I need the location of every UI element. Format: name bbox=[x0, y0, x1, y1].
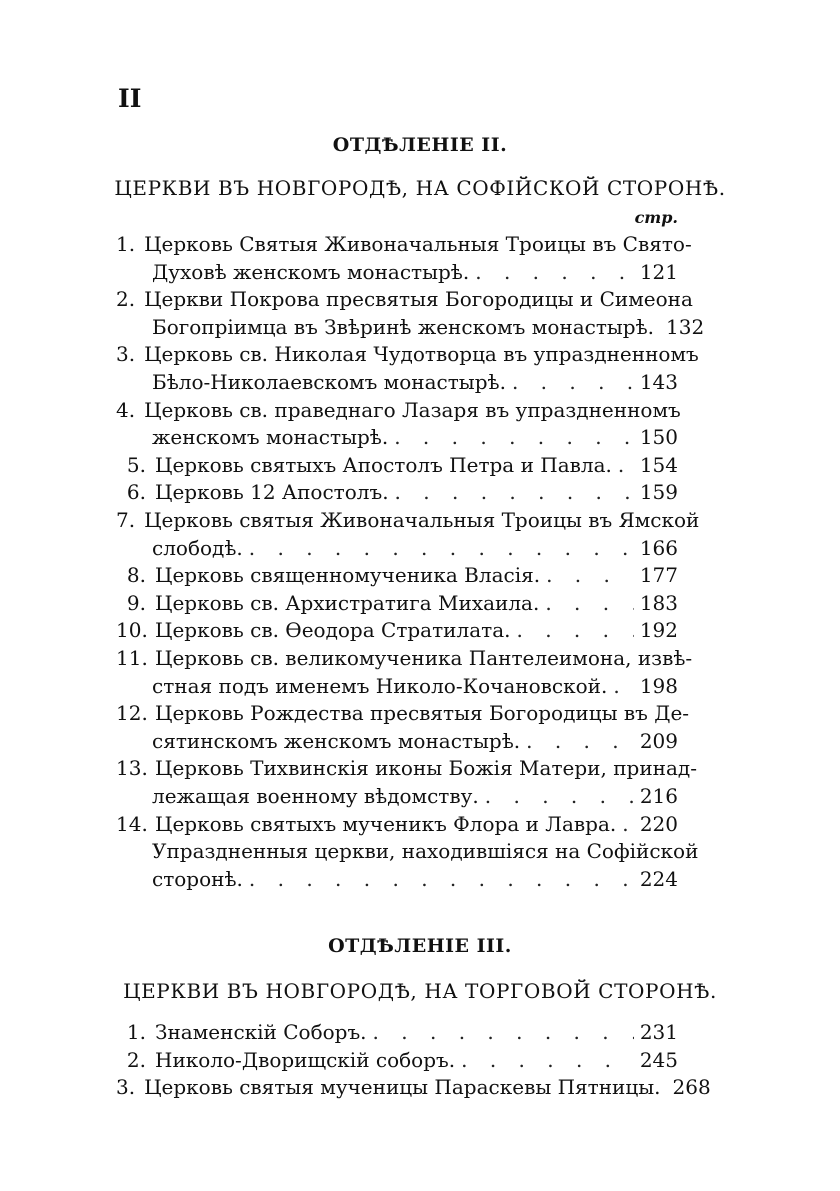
dot-leader bbox=[249, 865, 634, 893]
entry-page-number: 216 bbox=[639, 784, 678, 808]
entry-page-number: 143 bbox=[639, 370, 678, 394]
section-subheading-2: ЦЕРКВИ ВЪ НОВГОРОДѢ, НА СОФІЙСКОЙ СТОРОНѢ. bbox=[114, 176, 726, 200]
toc-entry-row-cont bbox=[116, 506, 700, 534]
entry-title: слободѣ. bbox=[152, 535, 243, 560]
entry-number: 10. bbox=[116, 618, 148, 643]
toc-entry-row-cont bbox=[116, 644, 693, 672]
toc-entry-row-cont bbox=[152, 837, 699, 865]
entry-page-number: 150 bbox=[639, 425, 678, 450]
page-column-label: стр. bbox=[634, 208, 678, 227]
entry-number: 12. bbox=[116, 701, 148, 726]
entry-title: Бѣло-Николаевскомъ монастырѣ. bbox=[152, 370, 506, 394]
section-heading-2: ОТДѢЛЕНІЕ II. bbox=[332, 134, 508, 156]
entry-page-number: 198 bbox=[639, 673, 678, 698]
toc-entry-row bbox=[116, 810, 678, 838]
entry-title: Церковь Святыя Живоначальныя Троицы въ Свято- bbox=[144, 232, 692, 256]
toc-entry-row bbox=[152, 672, 678, 700]
entry-title: Церковь святыя мученицы Параскевы Пятницы. bbox=[144, 1075, 661, 1100]
entry-title: Церковь Рождества пресвятыя Богородицы въ Де- bbox=[155, 701, 690, 726]
entry-number: 3. bbox=[116, 342, 136, 367]
section-heading-3: ОТДѢЛЕНІЕ III. bbox=[328, 935, 512, 957]
dot-leader bbox=[395, 478, 634, 506]
entry-page-number: 192 bbox=[639, 618, 678, 643]
dot-leader bbox=[546, 561, 634, 589]
entry-page-number: 121 bbox=[639, 259, 678, 284]
entry-number: 2. bbox=[116, 287, 136, 312]
entry-page-number: 268 bbox=[672, 1075, 711, 1100]
entry-title: Церковь святыхъ Апостолъ Петра и Павла. bbox=[155, 452, 612, 477]
entry-title: Церковь 12 Апостолъ. bbox=[155, 480, 389, 505]
dot-leader bbox=[613, 672, 633, 700]
toc-entry-row bbox=[152, 368, 678, 396]
entry-page-number: 231 bbox=[639, 1020, 678, 1044]
entry-number: 2. bbox=[126, 1047, 146, 1072]
toc-entry-row bbox=[116, 616, 678, 644]
dot-leader bbox=[373, 1018, 634, 1046]
entry-title: Церковь св. великомученика Пантелеимона, извѣ- bbox=[155, 646, 693, 670]
dot-leader bbox=[622, 810, 634, 838]
toc-entry-row bbox=[116, 589, 678, 617]
entry-number: 3. bbox=[116, 1075, 136, 1100]
dot-leader bbox=[618, 451, 634, 479]
toc-entry-row bbox=[152, 782, 678, 810]
toc-entry-row bbox=[116, 1046, 678, 1074]
entry-page-number: 220 bbox=[639, 811, 678, 836]
entry-title: женскомъ монастырѣ. bbox=[152, 425, 389, 450]
toc-entry-row bbox=[152, 727, 678, 755]
page-number: II bbox=[118, 84, 142, 113]
entry-title: Духовѣ женскомъ монастырѣ. bbox=[152, 259, 470, 284]
dot-leader bbox=[545, 589, 633, 617]
dot-leader bbox=[475, 258, 634, 286]
entry-number: 8. bbox=[126, 563, 146, 588]
dot-leader bbox=[526, 727, 634, 755]
entry-number: 13. bbox=[116, 756, 148, 781]
entry-number: 6. bbox=[126, 480, 146, 505]
toc-entry-row-cont bbox=[116, 699, 690, 727]
toc-entry-row bbox=[116, 1073, 711, 1101]
entry-title: лежащая военному вѣдомству. bbox=[152, 784, 479, 808]
entry-page-number: 245 bbox=[639, 1047, 678, 1072]
entry-number: 1. bbox=[126, 1020, 146, 1044]
entry-title: Церковь св. Николая Чудотворца въ упраздненномъ bbox=[144, 342, 699, 367]
toc-entry-row-cont bbox=[116, 285, 693, 313]
entry-page-number: 209 bbox=[639, 728, 678, 753]
entry-title: Церковь священномученика Власія. bbox=[155, 563, 541, 588]
entry-title: Упраздненныя церкви, находившіяся на Софійской bbox=[152, 839, 699, 864]
toc-entry-row-cont bbox=[116, 230, 692, 258]
entry-title: стная подъ именемъ Николо-Кочановской. bbox=[152, 673, 608, 698]
entry-title: Церковь св. праведнаго Лазаря въ упраздненномъ bbox=[144, 397, 681, 422]
toc-entry-row-cont bbox=[116, 754, 697, 782]
toc-entry-row-cont bbox=[116, 396, 681, 424]
entry-page-number: 224 bbox=[639, 866, 678, 891]
toc-entry-row bbox=[116, 478, 678, 506]
entry-number: 7. bbox=[116, 508, 136, 532]
toc-entry-row bbox=[116, 451, 678, 479]
entry-page-number: 132 bbox=[666, 314, 705, 339]
entry-title: Церковь св. Ѳеодора Стратилата. bbox=[155, 618, 511, 643]
entry-title: Николо-Дворищскій соборъ. bbox=[155, 1047, 456, 1072]
entry-number: 4. bbox=[116, 397, 136, 422]
toc-entry-row bbox=[152, 258, 678, 286]
dot-leader bbox=[461, 1046, 634, 1074]
dot-leader bbox=[249, 534, 634, 562]
entry-title: Церковь Тихвинскія иконы Божія Матери, принад- bbox=[155, 756, 697, 781]
entry-title: сятинскомъ женскомъ монастырѣ. bbox=[152, 728, 521, 753]
dot-leader bbox=[516, 616, 633, 644]
entry-title: Церковь святыя Живоначальныя Троицы въ Ямской bbox=[144, 508, 700, 532]
section-subheading-3: ЦЕРКВИ ВЪ НОВГОРОДѢ, НА ТОРГОВОЙ СТОРОНѢ. bbox=[123, 979, 717, 1003]
entry-page-number: 183 bbox=[639, 590, 678, 615]
entry-title: Церковь святыхъ мученикъ Флора и Лавра. bbox=[155, 811, 617, 836]
entry-number: 9. bbox=[126, 590, 146, 615]
toc-entry-row bbox=[152, 865, 678, 893]
dot-leader bbox=[512, 368, 634, 396]
toc-entry-row-cont bbox=[116, 340, 699, 368]
entry-page-number: 154 bbox=[639, 452, 678, 477]
toc-entry-row bbox=[116, 1018, 678, 1046]
entry-title: Богопріимца въ Звѣринѣ женскомъ монастырѣ. bbox=[152, 314, 655, 339]
entry-number: 11. bbox=[116, 646, 148, 670]
entry-page-number: 177 bbox=[639, 563, 678, 588]
entry-page-number: 166 bbox=[639, 535, 678, 560]
entry-title: сторонѣ. bbox=[152, 866, 243, 891]
toc-entry-row bbox=[152, 423, 678, 451]
entry-page-number: 159 bbox=[639, 480, 678, 505]
toc-entry-row bbox=[116, 561, 678, 589]
entry-title: Знаменскій Соборъ. bbox=[155, 1020, 367, 1044]
entry-title: Церковь св. Архистратига Михаила. bbox=[155, 590, 540, 615]
toc-entry-row bbox=[152, 534, 678, 562]
entry-number: 5. bbox=[126, 452, 146, 477]
entry-title: Церкви Покрова пресвятыя Богородицы и Симеона bbox=[144, 287, 693, 312]
dot-leader bbox=[485, 782, 634, 810]
entry-number: 14. bbox=[116, 811, 148, 836]
toc-entry-row bbox=[152, 313, 705, 341]
dot-leader bbox=[394, 423, 634, 451]
entry-number: 1. bbox=[116, 232, 136, 256]
